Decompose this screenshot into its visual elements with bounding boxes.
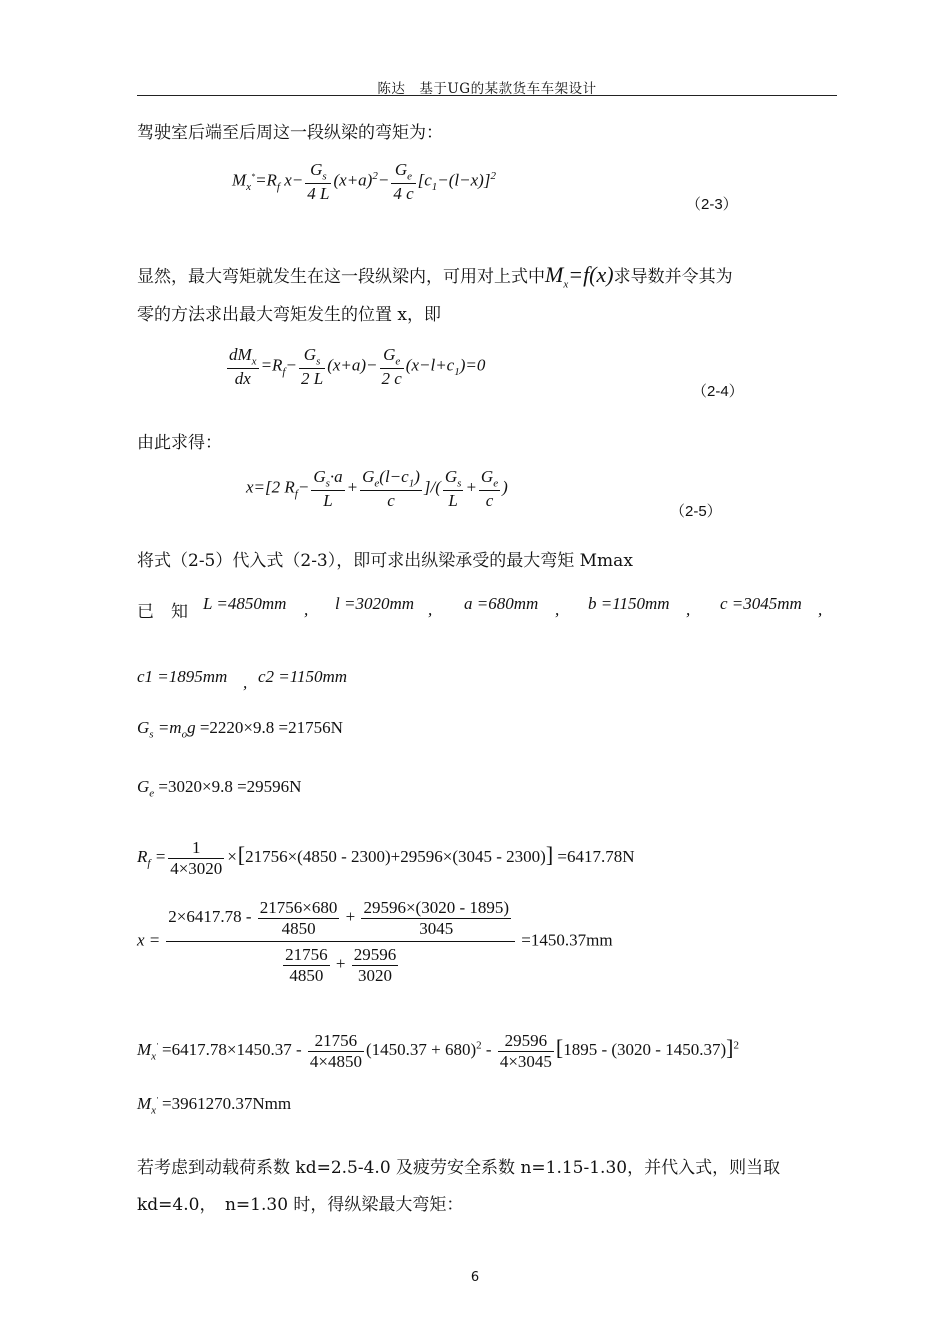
equation-2-5: x=[2 $R_f-$ $\frac{G_s\cdot a}{L}$ + $\frac{G_e(l-c_1)}{c}$ ]/( $\frac{G_s}{L}$ + $\frac{G_e}{c}$ ): [246, 467, 508, 511]
equation-mx-prime: $M_x' =6417.78\times 1450.37$ - $\frac{21756}{4\times 4850}$ $(1450.37 + 680)^2$ - $\frac{29596}{4\times 3045}$ [1895 - (3020 - 1450.37)]$^2$: [137, 1031, 739, 1071]
known-c1: c1 =1895mm: [137, 667, 228, 686]
known-l: l =3020mm: [335, 594, 414, 613]
paragraph-bending-moment-intro: 驾驶室后端至后周这一段纵梁的弯矩为：: [137, 123, 443, 143]
equation-rf: $R_f$ = $\frac{1}{4\times 3020}$ ×[21756×(4850 - 2300)+29596×(3045 - 2300)] =6417.78N: [137, 838, 635, 878]
known-c: c =3045mm: [720, 594, 802, 613]
paragraph-dynamic-load: 若考虑到动载荷系数 kd=2.5-4.0 及疲劳安全系数 n=1.15-1.30，并代入式，则当取: [137, 1158, 781, 1178]
equation-ge-value: =3020×9.8 =29596N: [158, 777, 302, 796]
equation-gs: $G_s =m_og =2220\times 9.8 =21756N$: [137, 718, 343, 741]
equation-ge: $G_e =3020\times 9.8 =29596N$: [137, 777, 302, 800]
known-c2: c2 =1150mm: [258, 667, 348, 686]
equation-number-2-5: （2-5）: [670, 503, 722, 520]
equation-2-4: $\frac{dM_x}{dx}$ $=R_f-$ $\frac{G_s}{2 L}$ (x+a)− $\frac{G_e}{2 c}$ $(x-l+c_1)=0$: [229, 345, 486, 389]
header-rule: [137, 95, 837, 96]
equation-x: x = 2×6417.78 - $\frac{21756\times 680}{4850}$ + $\frac{29596\times(3020 - 1895)}{3045}$ $\frac{21756}{4850}$ + $\frac{29596}{3020}$ =1450.37mm: [137, 898, 613, 985]
equation-mx-result: $M_x' =3961270.37Nmm$: [137, 1094, 292, 1117]
paragraph-max-moment-text-b: 求导数并令其为: [613, 267, 733, 287]
paragraph-zero-method: 零的方法求出最大弯矩发生的位置 x，即: [137, 305, 441, 325]
paragraph-hence: 由此求得：: [137, 433, 222, 453]
known-b: b =1150mm: [588, 594, 670, 613]
page-number: 6: [470, 1270, 480, 1285]
paragraph-substitute: 将式（2-5）代入式（2-3），即可求出纵梁承受的最大弯矩 Mmax: [137, 551, 633, 571]
paragraph-max-moment-result: kd=4.0， n=1.30 时，得纵梁最大弯矩：: [137, 1195, 464, 1215]
equation-rf-result: =6417.78N: [557, 846, 635, 866]
page-header: 陈达 基于UG的某款货车车架设计: [377, 81, 597, 97]
known-a: a =680mm: [464, 594, 539, 613]
equation-2-3: $M_x^*=R_f$ x− $\frac{G_s}{4 L}$ $(x+a)^2-$ $\frac{G_e}{4 c}$ $[c_1-(l-x)]^2$: [232, 160, 496, 204]
equation-gs-value: =2220×9.8 =21756N: [199, 718, 343, 737]
equation-number-2-3: （2-3）: [686, 196, 738, 213]
paragraph-max-moment: [137, 262, 733, 290]
paragraph-max-moment-text-a: 显然，最大弯矩就发生在这一段纵梁内，可用对上式中: [137, 267, 545, 287]
equation-mx-result-value: =3961270.37Nmm: [162, 1094, 292, 1113]
known-label: 已 知: [137, 602, 188, 622]
known-L: L =4850mm: [203, 594, 287, 613]
equation-number-2-4: （2-4）: [692, 383, 744, 400]
inline-formula-mx: $M_x=f(x)$: [545, 262, 614, 291]
equation-x-result: =1450.37mm: [521, 930, 613, 950]
